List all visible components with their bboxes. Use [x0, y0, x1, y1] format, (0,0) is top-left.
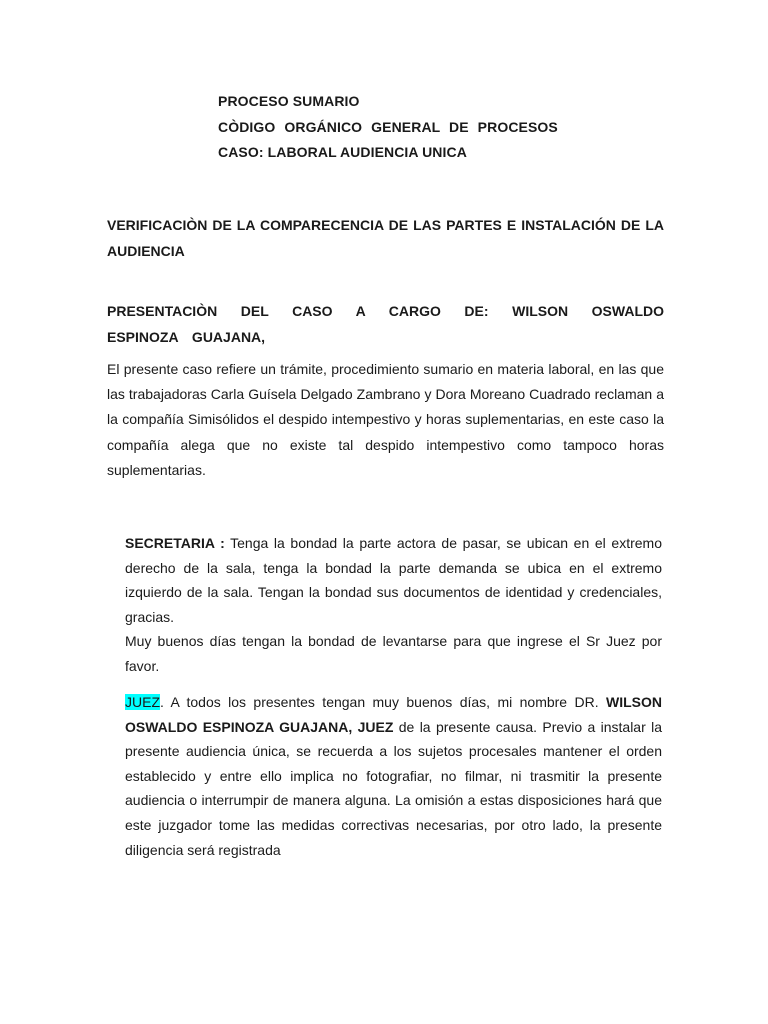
juez-name: WILSON OSWALDO ESPINOZA GUAJANA, JUEZ — [125, 694, 662, 735]
document-header — [218, 89, 678, 166]
secretaria-text-2: Muy buenos días tengan la bondad de levantarse para que ingrese el Sr Juez por favor. — [125, 633, 662, 674]
header-caso: CASO: LABORAL AUDIENCIA UNICA — [218, 144, 467, 160]
intro-paragraph: El presente caso refiere un trámite, procedimiento sumario en materia laboral, en las que las trabajadoras Carla Guísela Delgado Zambrano y Dora Moreano Cuadrado reclaman a la compañía Simisólidos el despido intempestivo y horas suplementarias, en este caso la compañía alega que no existe tal despido intempestivo como tampoco horas suplementarias. — [107, 361, 664, 478]
juez-text-a: A todos los presentes tengan muy buenos días, mi nombre DR. — [163, 694, 606, 710]
header-proceso: PROCESO SUMARIO — [218, 93, 360, 109]
secretaria-text: Tenga la bondad la parte actora de pasar, se ubican en el extremo derecho de la sala, tenga la bondad la parte demanda se ubica en el extremo izquierdo de la sala. Tengan la bondad sus documentos de identidad y credenciales, gracias. — [125, 535, 662, 625]
heading-presentacion: PRESENTACIÒN DEL CASO A CARGO DE: WILSON OSWALDO ESPINOZA GUAJANA, — [107, 303, 664, 345]
secretaria-block — [125, 531, 662, 679]
header-codigo: CÒDIGO ORGÁNICO GENERAL DE PROCESOS — [218, 118, 558, 135]
juez-punct: . — [160, 694, 164, 710]
heading-verificacion: VERIFICACIÒN DE LA COMPARECENCIA DE LAS PARTES E INSTALACIÓN DE LA AUDIENCIA — [107, 217, 664, 259]
juez-speaker-highlight: JUEZ — [125, 694, 160, 710]
secretaria-speaker: SECRETARIA : — [125, 535, 225, 551]
juez-text-b: de la presente causa. Previo a instalar la presente audiencia única, se recuerda a los sujetos procesales mantener el orden establecido y entre ello implica no fotografiar, no filmar, ni trasmitir la presente audiencia o interrumpir de manera alguna. La omisión a estas disposiciones hará que este juzgador tome las medidas correctivas necesarias, por otro lado, la presente diligencia será registrada — [125, 718, 663, 858]
juez-block — [125, 690, 662, 862]
